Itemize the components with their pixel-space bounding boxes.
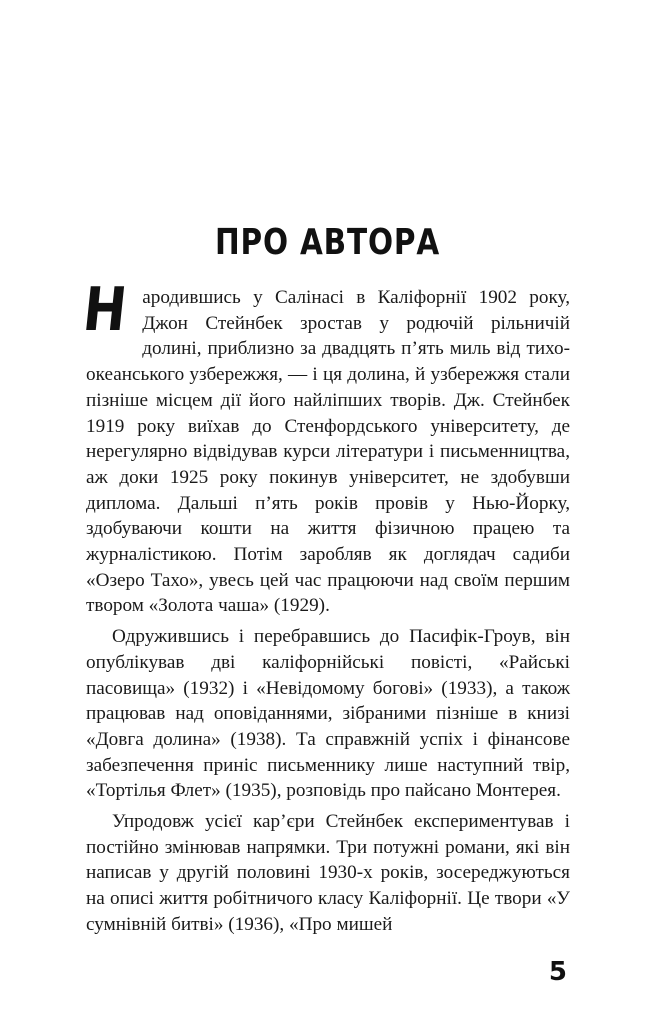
paragraph-1 (79, 275, 570, 619)
paragraph-1-text: ародившись у Салінасі в Каліфорнії 1902 року, Джон Стейнбек зростав у родючій рільничій долині, приблизно за двадцять п’ять миль від тихоокеанського узбережжя, — і ця долина, й узбережжя стали пізніше місцем дії його найліпших творів. Дж. Стейнбек 1919 року виїхав до Стенфордського університету, де нерегулярно відвідував курси літератури і письменництва, аж доки 1925 року покинув університет, не здобувши диплома. Дальші п’ять років провів у Нью-Йорку, здобуваючи кошти на життя фізичною працею та журналістикою. Потім заробляв як доглядач садиби «Озеро Тахо», увесь цей час працюючи над своїм першим твором «Золота чаша» (1929). (86, 287, 570, 617)
page-number: 5 (548, 957, 567, 987)
paragraph-2: Одружившись і перебравшись до Пасифік-Гроув, він опублікував дві каліфорнійські повісті, «Райські пасовища» (1932) і «Невідомому богові» (1933), а також працював над оповіданнями, зібраними пізніше в книзі «Довга долина» (1938). Та справжній успіх і фінансове забезпечення приніс письменнику лише наступний твір, «Тортілья Флет» (1935), розповідь про пайсано Монтерея. (86, 626, 570, 802)
body-text (79, 275, 570, 938)
section-heading: ПРО АВТОРА (215, 222, 440, 263)
drop-cap-letter: Н (79, 275, 130, 345)
paragraph-3: Упродовж усієї кар’єри Стейнбек експериментував і постійно змінював напрямки. Три потужні романи, які він написав у другій половині 1930-х років, зосереджуються на описі життя робітничого класу Каліфорнії. Це твори «У сумнівній битві» (1936), «Про мишей (86, 811, 570, 935)
